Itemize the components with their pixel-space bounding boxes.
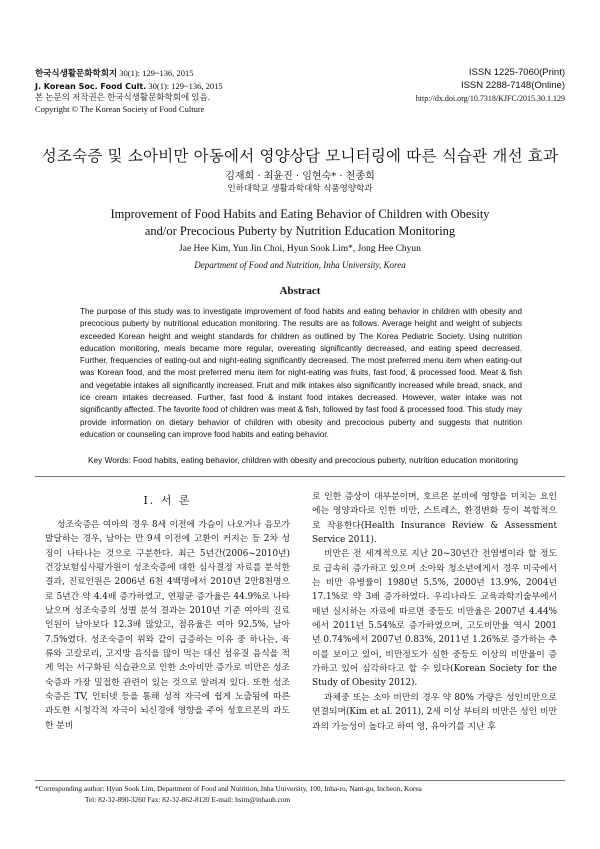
footnote-author: *Corresponding author: Hyun Sook Lim, Department of Food and Nutrition, Inha University, 100, Inha-ro, Nam-gu, Incheon, Korea (35, 784, 422, 793)
body-column-left (45, 518, 290, 733)
authors-en: Jae Hee Kim, Yun Jin Choi, Hyun Sook Lim*, Jong Hee Chyun (179, 244, 421, 254)
paper-title-en-line1: Improvement of Food Habits and Eating Behavior of Children with Obesity (110, 207, 490, 221)
doi-link[interactable]: http://dx.doi.org/10.7318/KJFC/2015.30.1.129 (415, 94, 565, 103)
body-column-right (312, 490, 557, 734)
abstract-divider (35, 476, 565, 477)
journal-citation-en: 30(1): 129~136, 2015 (146, 80, 223, 91)
copyright-ko: 본 논문의 저작권은 한국식생활문화학회에 있음. (35, 92, 210, 102)
affiliation-en: Department of Food and Nutrition, Inha University, Korea (194, 260, 406, 270)
paragraph: 로 인한 증상이 대부분이며, 호르몬 분비에 영향을 미치는 요인에는 영양과다로 인한 비만, 스트레스, 환경변화 등이 복합적으로 작용한다(Health Insurance Review & Assessment Service 2011). (312, 492, 557, 546)
issn-block (416, 66, 565, 105)
keywords-label: Key Words: (88, 455, 131, 465)
paragraph: 성조숙증은 여아의 경우 8세 이전에 가슴이 나오거나 음모가 발달하는 경우, 남아는 만 9세 이전에 고환이 커지는 등 2차 성징이 나타나는 것으로 구분한다. 최근 5년간(2006~2010년) 건강보험심사평가원이 성조숙증에 대한 심사결정 자료를 분석한 결과, 진료인원은 2006년 6천 4백명에서 2010년 2만8천명으로 5년간 약 4.4배 증가하였고, 연평균 증가율은 44.9%로 나타났으며 성조숙증의 성별 분석 결과는 2010년 기준 여아의 진료인원이 남아보다 12.3배 많았고, 점유율은 여아 92.5%, 남아 7.5%였다. 성조숙증이 위와 같이 급증하는 이유 중 하나는, 육류와 고칼로리, 고지방 음식을 많이 먹는 대신 섬유질 음식을 적게 먹는 서구화된 식습관으로 인한 소아비만 증가로 비만은 성조숙증과 가장 밀접한 관련이 있는 것으로 알려져 있다. 또한 성조숙증은 TV, 인터넷 등을 통해 성적 자극에 쉽게 노출됨에 따른 과도한 시청각적 자극이 뇌신경에 영향을 주어 성호르몬의 과도한 분비 (45, 520, 290, 731)
paragraph: 비만은 전 세계적으로 지난 20~30년간 전염병이라 할 정도로 급속히 증가하고 있으며 소아와 청소년에게서 경우 미국에서는 비만 유병률이 1980년 5.5%, 2000년 13.9%, 2004년 17.1%로 약 3배 증가하였다. 우리나라도 교육과학기술부에서 매년 실시하는 자료에 따르면 중등도 비만율은 2007년 4.44%에서 2011년 5.54%로 증가하였으며, 고도비만율 역시 2001년 0.74%에서 2007년 0.83%, 2011년 1.26%로 증가하는 추이를 보이고 있어, 비만정도가 심한 중등도 이상의 비만율이 증가하고 있어 심각하다고 할 수 있다(Korean Society for the Study of Obesity 2012). (312, 549, 557, 689)
section-heading-introduction: Ⅰ. 서 론 (143, 494, 192, 507)
keywords (88, 455, 528, 465)
copyright-en: Copyright © The Korean Society of Food Culture (35, 103, 205, 114)
journal-citation-ko: 30(1): 129~136, 2015 (117, 68, 194, 78)
abstract-text: The purpose of this study was to investigate improvement of food habits and eating behavior in children with obesity and precocious puberty by nutritional education monitoring. The results are as follows. Average height and weight of subjects exceeded Korean height and weight standards for children as outlined by The Korea Pediatric Society. Using nutrition education monitoring, meals became more regular, overeating significantly decreased, and eating speed decreased. Further, frequencies of eating-out and night-eating significantly decreased. The most preferred menu item when eating-out was Korean food, and the most preferred menu item for night-eating was fruits, fast food, & processed food. Meat & fish and vegetable intakes all significantly increased. Fruit and milk intakes also significantly increased while bread, snack, and ice cream intakes decreased. Further, fast food & instant food intakes decreased. However, water intake was not significantly affected. The favorite food of children was meat & fish, followed by fast food & processed food. This study may provide information on dietary behavior of children with obesity and precocious puberty and suggests that nutrition education or counseling can improve food habits and eating behavior. (80, 307, 522, 439)
paragraph: 과체중 또는 소아 비만의 경우 약 80% 가량은 성인비만으로 연결되며(Kim et al. 2011), 2세 이상 부터의 비만은 성인 비만과의 가능성이 높다고 하여 영, 유아기를 지난 후 (312, 692, 557, 732)
authors-ko: 김재희 · 최윤진 · 임현숙* · 천종희 (225, 171, 375, 182)
paper-title-ko: 성조숙증 및 소아비만 아동에서 영양상담 모니터링에 따른 식습관 개선 효과 (41, 147, 559, 165)
journal-name-ko: 한국식생활문화학회지 (35, 69, 118, 79)
issn-print: ISSN 1225-7060(Print) (468, 67, 565, 78)
journal-header (35, 68, 223, 115)
paper-title-en (60, 206, 540, 240)
affiliation-ko: 인하대학교 생활과학대학 식품영양학과 (227, 184, 373, 194)
journal-name-en: J. Korean Soc. Food Cult. (35, 81, 147, 91)
paper-title-en-line2: and/or Precocious Puberty by Nutrition Education Monitoring (144, 224, 456, 238)
abstract-heading: Abstract (279, 285, 321, 297)
corresponding-author-footnote (35, 784, 565, 805)
issn-online: ISSN 2288-7148(Online) (460, 80, 565, 91)
footnote-contact: Tel: 82-32-890-3260 Fax: 82-32-862-8120 E-mail: hsim@inhauh.com (85, 794, 291, 804)
keywords-text: Food habits, eating behavior, children with obesity and precocious puberty, nutrition education monitoring (130, 455, 519, 465)
footnote-divider (35, 780, 565, 781)
